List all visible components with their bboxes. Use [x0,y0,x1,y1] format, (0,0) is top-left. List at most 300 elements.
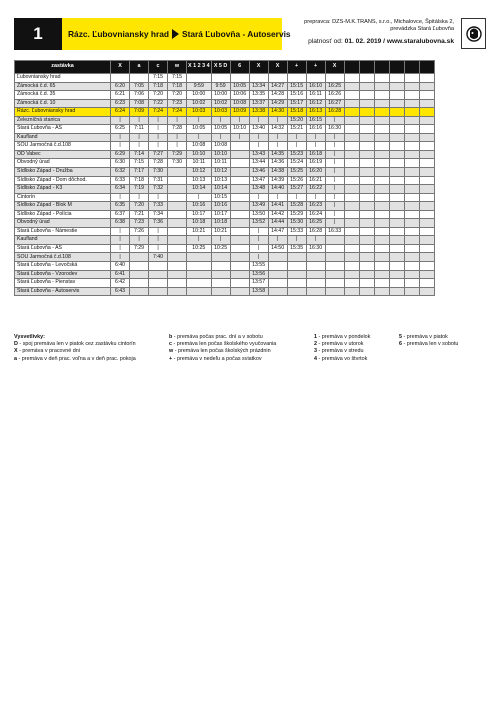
departure-time: 7:18 [168,82,187,91]
departure-time: 16:24 [306,210,325,219]
empty-cell [344,244,359,253]
bus-logo-icon [464,22,484,46]
departure-time [230,244,249,253]
departure-time: 14:40 [268,185,287,194]
empty-cell [404,244,419,253]
departure-time: 7:22 [149,99,168,108]
legend-symbol: 5 [399,334,402,340]
empty-cell [344,125,359,134]
departure-time [149,279,168,288]
departure-time: | [111,193,130,202]
legend-item [314,334,404,341]
departure-time: 7:28 [168,125,187,134]
empty-cell [404,142,419,151]
departure-time: 10:14 [211,185,230,194]
departure-time: | [168,142,187,151]
departure-time: 13:49 [249,202,268,211]
column-header [374,61,389,74]
departure-time: | [325,193,344,202]
empty-cell [374,185,389,194]
legend-text: - premáva v stredu [317,348,364,355]
departure-time: 13:40 [249,125,268,134]
empty-cell [374,99,389,108]
empty-cell [359,210,374,219]
departure-time: 15:27 [287,185,306,194]
departure-time: | [325,185,344,194]
departure-time: 6:30 [111,159,130,168]
departure-time: | [325,133,344,142]
departure-time: 14:28 [268,91,287,100]
route-to: Stará Ľubovňa - Autoservis [182,29,291,39]
departure-time [168,253,187,262]
departure-time: | [111,116,130,125]
departure-time: | [149,244,168,253]
legend-text: - premáva vo štvrtok [317,355,368,362]
departure-time [325,236,344,245]
departure-time: 10:15 [211,193,230,202]
departure-time: 7:23 [130,219,149,228]
empty-cell [374,150,389,159]
departure-time: 10:09 [230,108,249,117]
departure-time: 14:50 [268,244,287,253]
empty-cell [344,270,359,279]
empty-cell [404,185,419,194]
departure-time: 7:20 [168,91,187,100]
stop-name: Ľubovniansky hrad [15,74,111,83]
empty-cell [404,287,419,296]
timetable-row [15,125,435,134]
empty-cell [419,202,434,211]
empty-cell [404,253,419,262]
departure-time: | [211,133,230,142]
departure-time: 14:47 [268,227,287,236]
departure-time: | [325,219,344,228]
legend-symbol: a [14,355,17,362]
legend-symbol: 2 [314,341,317,348]
departure-time: 16:19 [306,159,325,168]
departure-time: 9:59 [211,82,230,91]
departure-time: 7:36 [149,219,168,228]
validity-value: 01. 02. 2019 / www.staralubovna.sk [344,38,454,45]
stop-name: Zámocká č.d. 65 [15,82,111,91]
legend-text: - premáva len počas školských prázdnin [173,348,271,355]
timetable-row [15,185,435,194]
departure-time: 7:18 [149,82,168,91]
timetable-row [15,116,435,125]
departure-time: 14:27 [268,82,287,91]
empty-cell [389,287,404,296]
column-header-stop: zastávka [15,61,111,74]
timetable-row [15,193,435,202]
empty-cell [419,193,434,202]
departure-time: 10:16 [211,202,230,211]
empty-cell [419,150,434,159]
stop-name: Kaufland [15,133,111,142]
empty-cell [359,185,374,194]
legend-symbol: 3 [314,348,317,355]
departure-time: 13:57 [249,279,268,288]
empty-cell [374,253,389,262]
empty-cell [389,99,404,108]
column-header: c [149,61,168,74]
legend-col-4 [399,334,489,348]
legend-text: - premáva v utorok [317,341,364,348]
column-header: X [249,61,268,74]
empty-cell [374,227,389,236]
departure-time: | [111,244,130,253]
departure-time: 10:21 [187,227,212,236]
empty-cell [404,91,419,100]
column-header: + [306,61,325,74]
empty-cell [344,91,359,100]
departure-time [306,253,325,262]
empty-cell [374,108,389,117]
empty-cell [419,133,434,142]
departure-time: | [268,193,287,202]
empty-cell [359,270,374,279]
stop-name: Stará Ľubovňa - Autoservis [15,287,111,296]
empty-cell [404,74,419,83]
departure-time: 16:18 [306,150,325,159]
departure-time [287,262,306,271]
departure-time [230,253,249,262]
empty-cell [419,82,434,91]
timetable-row [15,159,435,168]
timetable-row [15,219,435,228]
legend-item [169,334,309,341]
departure-time: 7:31 [149,176,168,185]
empty-cell [359,262,374,271]
departure-time [168,168,187,177]
legend-item [14,356,164,363]
column-header: + [287,61,306,74]
legend-symbol: 6 [399,341,402,348]
departure-time: 10:12 [187,168,212,177]
empty-cell [344,133,359,142]
departure-time: 7:20 [149,91,168,100]
departure-time [249,74,268,83]
stop-name: SOU Jarmočná č.d.108 [15,253,111,262]
departure-time: | [168,116,187,125]
departure-time [306,74,325,83]
departure-time: | [249,253,268,262]
departure-time: 16:16 [306,125,325,134]
empty-cell [344,116,359,125]
empty-cell [344,108,359,117]
departure-time: 7:30 [168,159,187,168]
departure-time: 16:21 [306,176,325,185]
departure-time [230,270,249,279]
stop-name: Sídlisko Západ - Polícia [15,210,111,219]
departure-time: 7:11 [130,125,149,134]
departure-time: | [149,116,168,125]
departure-time: 15:21 [287,125,306,134]
stop-name: OD Vabec [15,150,111,159]
departure-time: | [268,236,287,245]
empty-cell [344,236,359,245]
departure-time: 7:20 [130,202,149,211]
empty-cell [419,159,434,168]
departure-time [230,185,249,194]
departure-time: 14:38 [268,168,287,177]
empty-cell [374,287,389,296]
departure-time: 6:43 [111,287,130,296]
departure-time: 14:32 [268,125,287,134]
departure-time [168,227,187,236]
column-header [404,61,419,74]
departure-time: | [306,142,325,151]
departure-time: 16:26 [325,91,344,100]
departure-time [130,287,149,296]
departure-time: 10:10 [230,125,249,134]
departure-time: | [230,133,249,142]
route-number: 1 [14,18,62,50]
departure-time [211,253,230,262]
empty-cell [359,253,374,262]
departure-time [111,74,130,83]
departure-time: 10:18 [211,219,230,228]
departure-time: 7:24 [149,108,168,117]
legend-symbol: 4 [314,355,317,362]
departure-time [306,279,325,288]
empty-cell [374,116,389,125]
empty-cell [419,244,434,253]
empty-cell [374,74,389,83]
legend-symbol: b [169,334,173,340]
empty-cell [419,270,434,279]
empty-cell [419,262,434,271]
legend-item [399,334,489,341]
departure-time [325,253,344,262]
empty-cell [404,159,419,168]
departure-time [230,202,249,211]
legend-text: - premáva v deň prac. voľna a v deň prac. pokoja [17,355,136,362]
departure-time: 14:35 [268,150,287,159]
departure-time: 10:11 [187,159,212,168]
empty-cell [344,74,359,83]
departure-time: 13:34 [249,82,268,91]
legend-text: - premáva v nedeľu a počas sviatkov [172,355,262,362]
empty-cell [389,262,404,271]
empty-cell [374,142,389,151]
empty-cell [359,99,374,108]
departure-time: 10:14 [187,185,212,194]
departure-time: 14:39 [268,176,287,185]
departure-time: 13:58 [249,287,268,296]
departure-time: 15:25 [287,168,306,177]
departure-time: 10:02 [211,99,230,108]
departure-time [325,244,344,253]
departure-time: 14:44 [268,219,287,228]
departure-time [187,262,212,271]
departure-time: | [325,159,344,168]
departure-time [168,176,187,185]
departure-time [306,262,325,271]
empty-cell [359,227,374,236]
empty-cell [359,193,374,202]
departure-time: 7:09 [130,108,149,117]
column-header: w [168,61,187,74]
column-header: X [268,61,287,74]
column-header [389,61,404,74]
departure-time [149,287,168,296]
legend-symbol: D [14,341,18,348]
departure-time [230,287,249,296]
timetable-row [15,244,435,253]
departure-time: | [187,116,212,125]
departure-time: 7:27 [149,150,168,159]
empty-cell [419,142,434,151]
departure-time: 7:15 [149,74,168,83]
departure-time: 16:23 [306,202,325,211]
stop-name: Obvodný úrad [15,219,111,228]
empty-cell [344,193,359,202]
column-header: a [130,61,149,74]
stop-name: Zámocká č.d. 35 [15,91,111,100]
departure-time [268,253,287,262]
departure-time: 10:16 [187,202,212,211]
departure-time: | [211,236,230,245]
departure-time: 14:42 [268,210,287,219]
validity-info [284,38,454,45]
departure-time [325,287,344,296]
departure-time: 6:40 [111,262,130,271]
departure-time [187,279,212,288]
departure-time [306,287,325,296]
legend-text: - spoj premáva len v piatok cez zastávku cintorín [17,341,136,348]
timetable-row [15,91,435,100]
departure-time [325,74,344,83]
departure-time: 16:10 [306,82,325,91]
empty-cell [404,270,419,279]
departure-time: 15:30 [287,219,306,228]
empty-cell [359,150,374,159]
departure-time: | [306,193,325,202]
stop-name: Stará Ľubovňa - AS [15,244,111,253]
departure-time: 6:21 [111,91,130,100]
departure-time [230,219,249,228]
departure-time: 6:33 [111,176,130,185]
empty-cell [374,219,389,228]
empty-cell [359,116,374,125]
timetable-row [15,262,435,271]
empty-cell [359,159,374,168]
departure-time: | [111,227,130,236]
empty-cell [404,133,419,142]
departure-time: 10:10 [211,150,230,159]
departure-time [268,270,287,279]
empty-cell [389,108,404,117]
empty-cell [404,176,419,185]
departure-time: 7:15 [168,74,187,83]
departure-time [230,227,249,236]
legend-item [314,341,404,348]
empty-cell [374,262,389,271]
departure-time [168,262,187,271]
departure-time: 10:17 [211,210,230,219]
legend-item [14,348,164,355]
departure-time: 16:20 [306,168,325,177]
departure-time: | [149,227,168,236]
departure-time: 7:30 [149,168,168,177]
empty-cell [389,253,404,262]
departure-time: 7:23 [168,99,187,108]
departure-time: | [249,142,268,151]
departure-time [230,210,249,219]
empty-cell [389,168,404,177]
legend-text: - premáva v pracovné dni [17,348,80,355]
empty-cell [344,99,359,108]
operator-line-2: prevádzka Stará Ľubovňa [390,26,454,32]
departure-time: 15:15 [287,82,306,91]
departure-time: 15:28 [287,202,306,211]
empty-cell [389,125,404,134]
empty-cell [389,133,404,142]
column-header [344,61,359,74]
departure-time: 10:00 [211,91,230,100]
timetable-row [15,82,435,91]
departure-time [187,270,212,279]
departure-time: 10:03 [187,108,212,117]
departure-time: 7:28 [149,159,168,168]
empty-cell [359,279,374,288]
legend-item [169,341,309,348]
departure-time [287,279,306,288]
departure-time [168,193,187,202]
empty-cell [344,279,359,288]
departure-time: | [111,142,130,151]
departure-time: | [187,133,212,142]
empty-cell [389,74,404,83]
empty-cell [419,125,434,134]
empty-cell [404,82,419,91]
departure-time: 6:20 [111,82,130,91]
legend-col-2 [169,334,309,363]
empty-cell [374,168,389,177]
departure-time [130,74,149,83]
empty-cell [374,91,389,100]
empty-cell [389,227,404,236]
stop-name: Rázc. Ľubovniansky hrad [15,108,111,117]
timetable-row [15,279,435,288]
departure-time: 7:19 [130,185,149,194]
column-header: X 5 D [211,61,230,74]
empty-cell [374,270,389,279]
empty-cell [359,244,374,253]
empty-cell [419,168,434,177]
departure-time: 16:12 [306,99,325,108]
departure-time: 13:48 [249,185,268,194]
departure-time [230,74,249,83]
timetable-row [15,270,435,279]
departure-time: 15:16 [287,91,306,100]
legend-text: - premáva len v sobotu [402,341,459,348]
column-header: X [325,61,344,74]
departure-time [287,287,306,296]
departure-time: 13:47 [249,176,268,185]
departure-time [149,262,168,271]
legend-symbol: c [169,341,172,348]
departure-time: 7:08 [130,99,149,108]
empty-cell [419,236,434,245]
empty-cell [359,236,374,245]
departure-time [268,287,287,296]
empty-cell [344,210,359,219]
departure-time: 13:38 [249,108,268,117]
departure-time [306,270,325,279]
departure-time: 10:25 [187,244,212,253]
empty-cell [404,168,419,177]
